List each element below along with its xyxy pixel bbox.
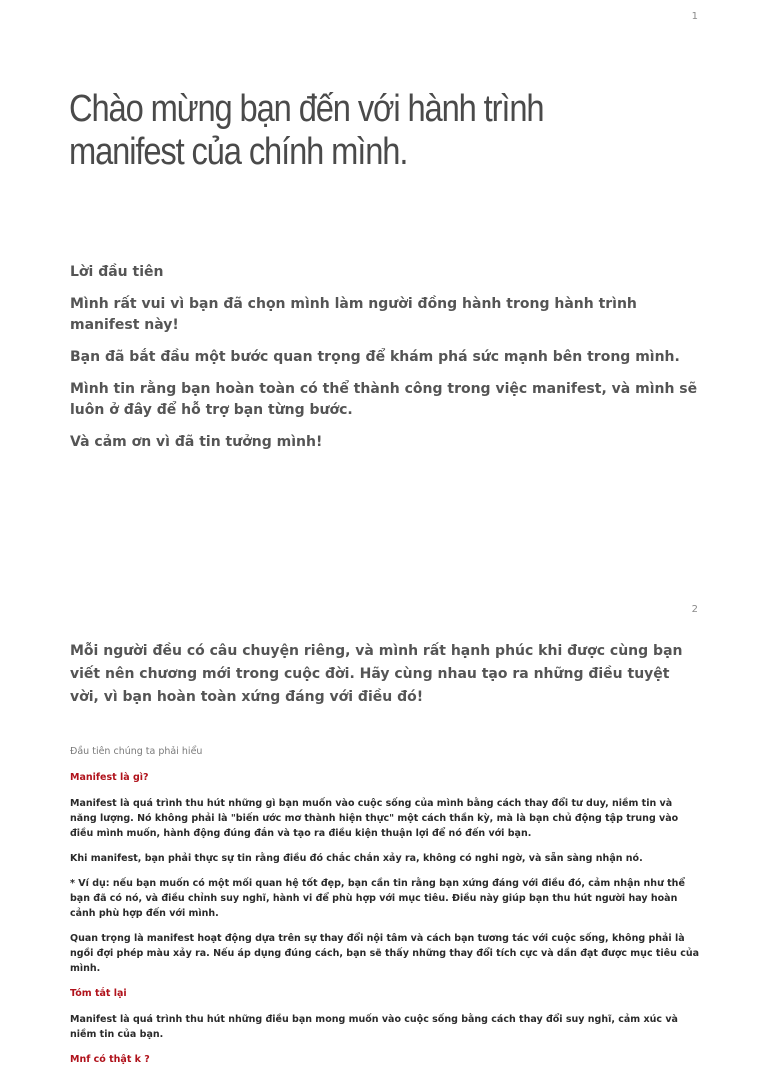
intro-paragraph: Bạn đã bắt đầu một bước quan trọng để khám phá sức mạnh bên trong mình. — [70, 349, 680, 365]
page-title: Chào mừng bạn đến với hành trình manifest của chính mình. — [69, 88, 544, 173]
intro-heading: Lời đầu tiên — [70, 264, 164, 280]
page-number: 1 — [691, 11, 698, 22]
intro-paragraph: Mình rất vui vì bạn đã chọn mình làm người đồng hành trong hành trình manifest này! — [70, 296, 637, 333]
section-heading: Manifest là gì? — [70, 772, 149, 783]
body-paragraph: Quan trọng là manifest hoạt động dựa trên sự thay đổi nội tâm và cách bạn tương tác với cuộc sống, không phải là ngồi đợi phép màu xảy ra. Nếu áp dụng đúng cách, bạn sẽ thấy những thay đổi tích cực và dần đạt được mục tiêu của mình. — [70, 933, 699, 974]
story-paragraph: Mỗi người đều có câu chuyện riêng, và mình rất hạnh phúc khi được cùng bạn viết nên chương mới trong cuộc đời. Hãy cùng nhau tạo ra những điều tuyệt vời, vì bạn hoàn toàn xứng đáng với điều đó! — [70, 643, 683, 705]
intro-paragraph: Và cảm ơn vì đã tin tưởng mình! — [70, 434, 323, 450]
intro-paragraph: Mình tin rằng bạn hoàn toàn có thể thành công trong việc manifest, và mình sẽ luôn ở đây để hỗ trợ bạn từng bước. — [70, 381, 698, 418]
manifest-section — [70, 744, 700, 1078]
body-paragraph: Khi manifest, bạn phải thực sự tin rằng điều đó chắc chắn xảy ra, không có nghi ngờ, và sẵn sàng nhận nó. — [70, 853, 643, 864]
intro-section — [70, 262, 700, 464]
section-heading: Tóm tắt lại — [70, 988, 127, 999]
page-number: 2 — [691, 604, 698, 615]
body-paragraph: * Ví dụ: nếu bạn muốn có một mối quan hệ tốt đẹp, bạn cần tin rằng bạn xứng đáng với điều đó, cảm nhận như thể bạn đã có nó, và điều chỉnh suy nghĩ, hành vi để phù hợp với mục tiêu. Điều này giúp bạn thu hút người hay hoàn cảnh phù hợp đến với mình. — [70, 878, 685, 919]
section-caption: Đầu tiên chúng ta phải hiểu — [70, 746, 203, 757]
summary-paragraph: Manifest là quá trình thu hút những điều bạn mong muốn vào cuộc sống bằng cách thay đổi suy nghĩ, cảm xúc và niềm tin của bạn. — [70, 1014, 678, 1040]
body-paragraph: Manifest là quá trình thu hút những gì bạn muốn vào cuộc sống của mình bằng cách thay đổi tư duy, niềm tin và năng lượng. Nó không phải là "biến ước mơ thành hiện thực" một cách thần kỳ, mà là bạn chủ động tập trung vào điều mình muốn, hành động đúng đắn và tạo ra điều kiện thuận lợi để nó đến với bạn. — [70, 798, 679, 839]
section-heading: Mnf có thật k ? — [70, 1054, 150, 1065]
